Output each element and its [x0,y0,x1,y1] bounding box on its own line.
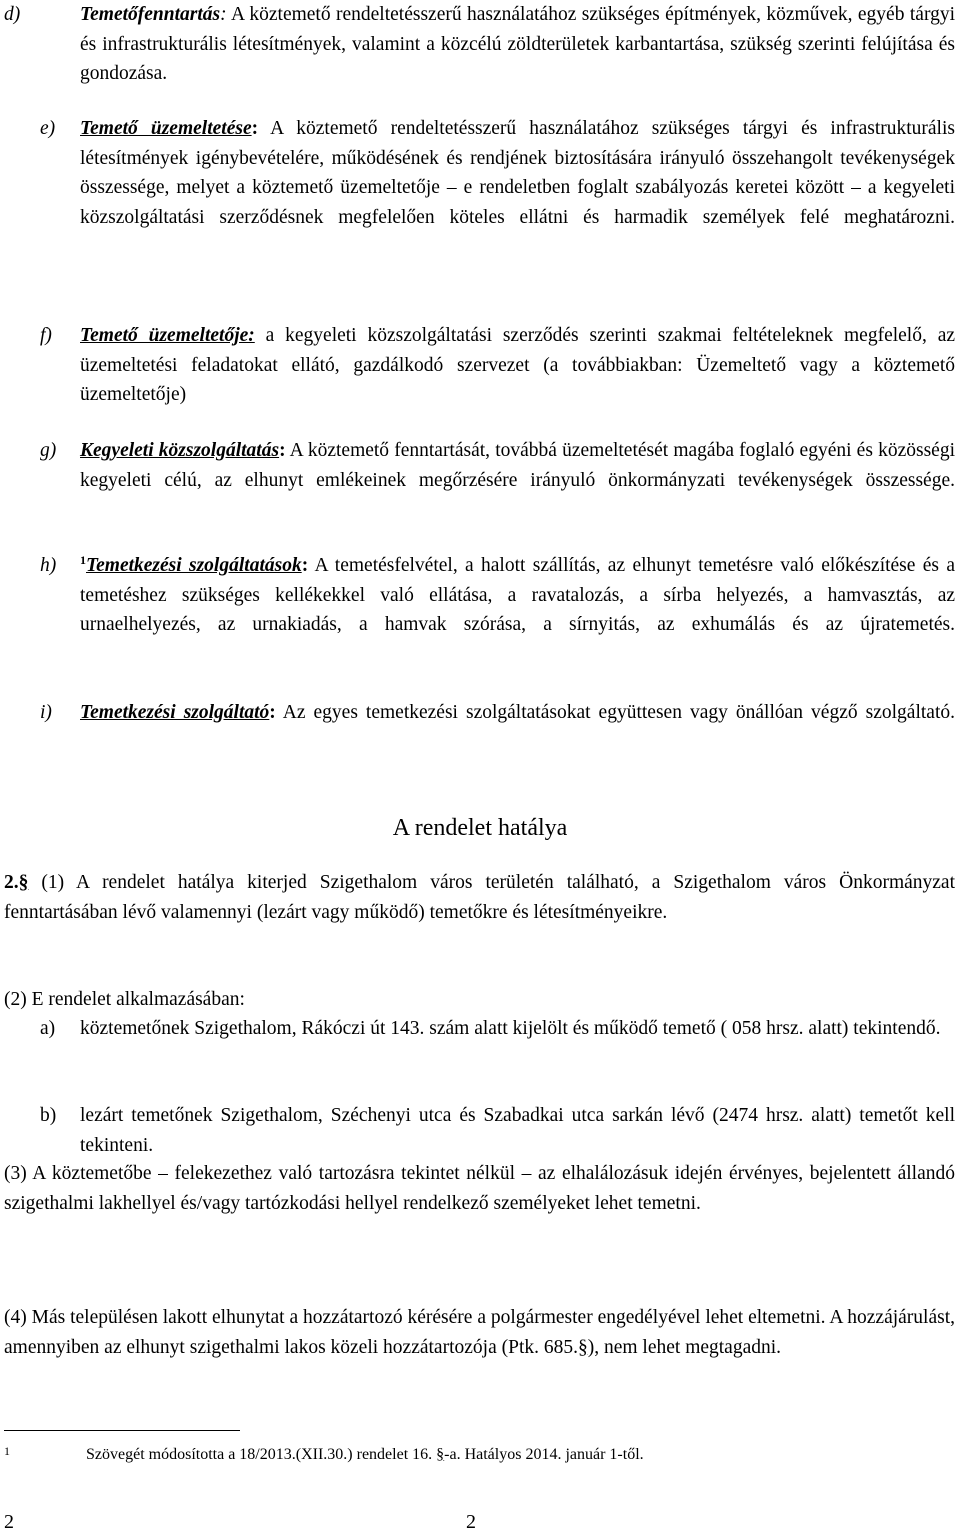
section-sign: § [18,872,29,893]
item-marker: d) [4,4,21,25]
sublist-text: köztemetőnek Szigethalom, Rákóczi út 143. szám alatt kijelölt és működő temető ( 058 hrsz. alatt) tekintendő. [80,1018,941,1039]
item-marker: f) [40,325,52,346]
sublist-marker: b) [40,1105,57,1126]
page-number-right: 2 [466,1511,476,1533]
section-sign: § [577,1336,588,1358]
item-marker: i) [40,702,52,723]
definition-e: e) Temető üzemeltetése: A köztemető rendeltetésszerű használatához szükséges tárgyi és infrastrukturális létesítmények igénybevételére, működésének és rendjének biztosítására irányuló összehangolt tevékenységek összessége, melyet a köztemető üzemeltetője – e rendeletben foglalt szabályozás keretei között – a kegyeleti közszolgáltatási szerződésnek megfelelően köteles ellátni és harmadik személyek felé meghatározni. [0,114,955,262]
definition-i: i) Temetkezési szolgáltató: Az egyes temetkezési szolgáltatásokat együttesen vagy önállóan végző szolgáltató. [0,698,955,757]
definition-text: A köztemető rendeltetésszerű használatához szükséges tárgyi és infrastrukturális létesítmények igénybevételére, működésének és rendjének biztosítására irányuló összehangolt tevékenységek összessége, melyet a köztemető üzemeltetője – e rendeletben foglalt szabályozás keretei között – a kegyeleti közszolgáltatási szerződésnek megfelelően köteles ellátni és harmadik személyek felé meghatározni. [80,118,955,228]
definition-term: Temető üzemeltetése [80,118,252,139]
definition-text: A köztemető rendeltetésszerű használatához szükséges építmények, közművek, egyéb tárgyi és infrastrukturális létesítmények, valamint a közcélú zöldterületek karbantartása, szükség szerinti felújítása és gondozása. [80,4,956,85]
definition-term: Temető üzemeltetője: [80,325,255,346]
definition-h: h) $^1$Temetkezési szolgáltatások: A temetésfelvétel, a halott szállítás, az elhunyt temetésre való előkészítése és a temetéshez szükséges kellékekkel való ellátása, a ravatalozás, a sírba helyezés, a hamvasztás, az urnaelhelyezés, az urnakiadás, a hamvak szórása, a sírnyitás, az exhumálás és az újratemetés. [40,553,955,636]
definition-term: Kegyeleti közszolgáltatás [80,440,280,461]
item-marker: e) [40,118,56,139]
footnote-divider [4,1430,240,1431]
paragraph-4: (4) Más településen lakott elhunytat a hozzátartozó kérésére a polgármester engedélyével lehet eltemetni. A hozzájárulást, amennyiben az elhunyt szigethalmi lakos közeli hozzátartozója (Ptk. 685.§), nem lehet megtagadni. [4,1307,955,1358]
paragraph-2-intro: (2) E rendelet alkalmazásában: [4,989,245,1010]
footnote-ref[interactable]: 1 [80,553,86,567]
definition-text: a kegyeleti közszolgáltatási szerződés szerinti szakmai feltételeknek megfelelő, az üzemeltetési feladatokat ellátó, gazdálkodó szervezet (a továbbiakban: Üzemeltető vagy a köztemető üzemeltetője) [80,325,956,406]
definition-g: g) Kegyeleti közszolgáltatás: A köztemető fenntartását, továbbá üzemeltetését magába foglaló egyéni és közösségi kegyeleti célú, az elhunyt emlékeinek megőrzésére irányuló önkormányzati tevékenységek összessége. [0,436,955,525]
definition-d: d) Temetőfenntartás: A köztemető rendeltetésszerű használatához szükséges építmények, közművek, egyéb tárgyi és infrastrukturális létesítmények, valamint a közcélú zöldterületek karbantartása, szükség szerinti felújítása és gondozása. [0,0,955,118]
footnote-marker: 1 [4,1444,10,1458]
item-marker: h) [40,555,57,576]
definition-f [0,321,955,439]
definition-term: Temetkezési szolgáltatások [86,555,302,576]
page-number-left: 2 [4,1511,14,1533]
sublist-a [40,1014,955,1044]
item-marker: g) [40,440,57,461]
definition-text: A köztemető fenntartását, továbbá üzemeltetését magába foglaló egyéni és közösségi kegyeleti célú, az elhunyt emlékeinek megőrzésére irányuló önkormányzati tevékenységek összessége. [80,440,955,491]
definition-term: Temetőfenntartás [80,4,221,25]
sublist-b [40,1101,955,1160]
sublist-text: lezárt temetőnek Szigethalom, Széchenyi utca és Szabadkai utca sarkán lévő (2474 hrsz. alatt) temetőt kell tekinteni. [80,1105,955,1156]
paragraph-3: (3) A köztemetőbe – felekezethez való tartozásra tekintet nélkül – az elhalálozásuk idején érvényes, bejelentett állandó szigethalmi lakhellyel és/vagy tartózkodási hellyel rendelkező személyeket lehet temetni. [4,1163,955,1214]
section-sign: § [436,1446,445,1463]
definition-text: Az egyes temetkezési szolgáltatásokat együttesen vagy önállóan végző szolgáltató. [282,702,955,723]
paragraph-1: 2.§ (1) A rendelet hatálya kiterjed Szigethalom város területén található, a Szigethalom város Önkormányzat fenntartásában lévő valamennyi (lezárt vagy működő) temetőkre és létesítményeikre. [4,872,955,923]
section-title: A rendelet hatálya [392,815,568,841]
definition-text: A temetésfelvétel, a halott szállítás, az elhunyt temetésre való előkészítése és a temetéshez szükséges kellékekkel való ellátása, a ravatalozás, a sírba helyezés, a hamvasztás, az urnaelhelyezés, az urnakiadás, a hamvak szórása, a sírnyitás, az exhumálás és az újratemetés. [80,555,955,636]
section-number: 2. [4,872,19,893]
sublist-marker: a) [40,1018,56,1039]
definition-term: Temetkezési szolgáltató [80,702,270,723]
